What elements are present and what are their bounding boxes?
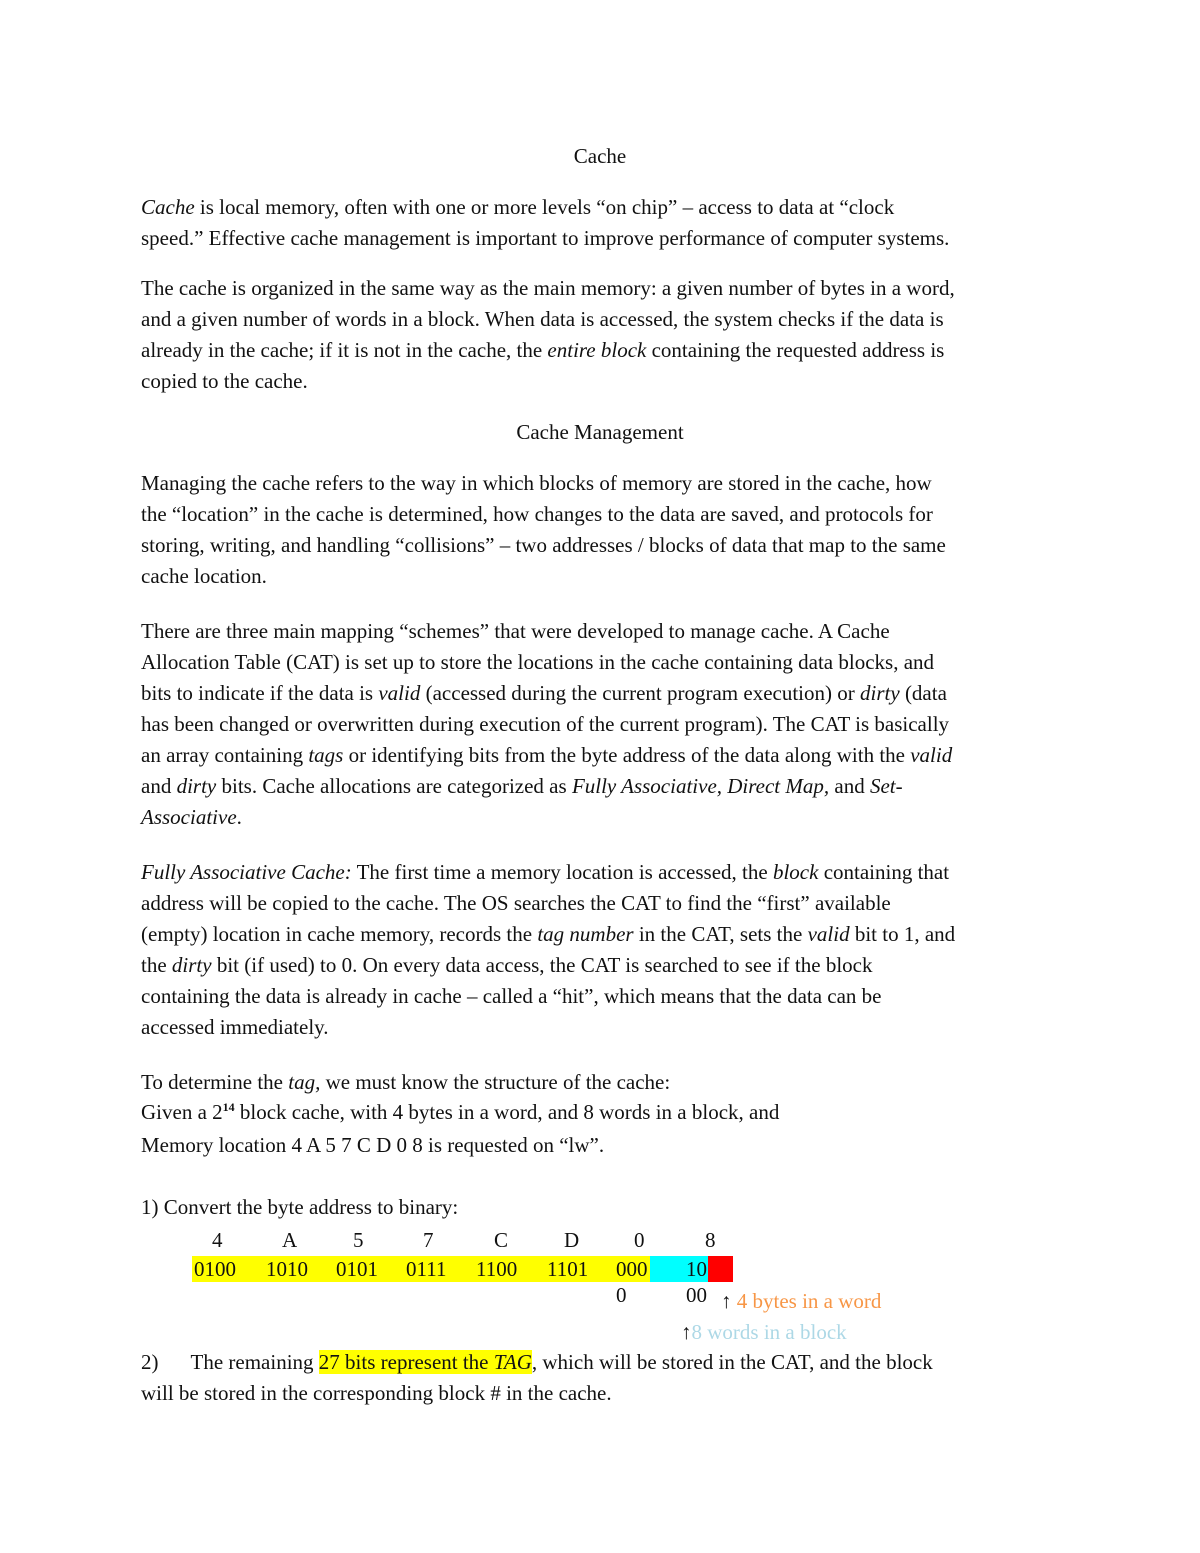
words-label: 8 words in a block (691, 1320, 847, 1344)
text: and (829, 774, 870, 798)
binary-nibble: 0111 (406, 1257, 447, 1281)
text: (accessed during the current program execution) or (420, 681, 861, 705)
step-2 (141, 1348, 933, 1376)
term-valid: valid (807, 922, 850, 946)
para3-line-2: the “location” in the cache is determined, how changes to the data are saved, and protocols for (141, 502, 933, 526)
para3-line-1: Managing the cache refers to the way in which blocks of memory are stored in the cache, how (141, 471, 932, 495)
step-number: 2) (141, 1350, 159, 1374)
bits: 00 (686, 1283, 707, 1307)
para5-line-4 (141, 951, 872, 979)
para5-line-3 (141, 920, 955, 948)
binary-nibble: 1100 (476, 1257, 518, 1281)
para4-line-1: There are three main mapping “schemes” that were developed to manage cache. A Cache (141, 619, 890, 643)
text: we must know the structure of the cache: (320, 1070, 671, 1094)
text: block cache, with 4 bytes in a word, and 8 words in a block, and (234, 1100, 780, 1124)
para4-line-6 (141, 772, 903, 800)
exponent: 14 (222, 1100, 235, 1114)
term-fully-associative-cache: Fully Associative Cache: (141, 860, 352, 884)
text: containing the requested address is (646, 338, 945, 362)
term-dirty: dirty (171, 953, 212, 977)
text: 27 bits represent the (318, 1350, 494, 1374)
para4-line-4: has been changed or overwritten during execution of the current program). The CAT is basically (141, 712, 950, 736)
text: an array containing (141, 743, 309, 767)
para3-line-4: cache location. (141, 564, 267, 588)
para5-line-6: accessed immediately. (141, 1015, 329, 1039)
tag-bits-highlight (319, 1350, 532, 1374)
step-1: 1) Convert the byte address to binary: (141, 1195, 459, 1219)
text: The first time a memory location is accessed, the (351, 860, 773, 884)
up-arrow-icon: ↑ (681, 1320, 692, 1344)
text: the (141, 953, 172, 977)
binary-nibble: 1101 (547, 1257, 589, 1281)
term-block: block (772, 860, 819, 884)
page-title: Cache (573, 144, 627, 168)
para4-line-7 (141, 803, 242, 831)
term-entire-block: entire block (547, 338, 647, 362)
text: containing that (818, 860, 950, 884)
para4-line-5 (141, 741, 952, 769)
hex-digit: C (494, 1228, 509, 1252)
binary-nibble: 1010 (266, 1257, 308, 1281)
term-mapping-types: Fully Associative, Direct Map, (571, 774, 830, 798)
words-in-block-annotation (681, 1318, 847, 1346)
text: bits. Cache allocations are categorized as (216, 774, 572, 798)
term-tag: TAG (493, 1350, 532, 1374)
bits: 0 (616, 1283, 627, 1307)
text: and (141, 774, 177, 798)
term-dirty: dirty (176, 774, 217, 798)
bytes-in-word-annotation (721, 1287, 881, 1315)
hex-digit: 4 (212, 1228, 223, 1252)
para6-line-3: Memory location 4 A 5 7 C D 0 8 is requested on “lw”. (141, 1133, 605, 1157)
up-arrow-icon: ↑ (721, 1289, 732, 1313)
text: in the CAT, sets the (633, 922, 808, 946)
text: bits to indicate if the data is (141, 681, 379, 705)
para2-line-1: The cache is organized in the same way as the main memory: a given number of bytes in a word, (141, 276, 955, 300)
para2-line-4: copied to the cache. (141, 369, 308, 393)
para6-line-1 (141, 1068, 670, 1096)
bits: 000 (616, 1257, 648, 1281)
para4-line-2: Allocation Table (CAT) is set up to store the locations in the cache containing data blocks, and (141, 650, 935, 674)
binary-nibble (616, 1256, 648, 1308)
text: (empty) location in cache memory, records the (141, 922, 538, 946)
term-cache: Cache (141, 195, 195, 219)
para5-line-5: containing the data is already in cache – called a “hit”, which means that the data can be (141, 984, 882, 1008)
binary-nibble: 0101 (336, 1257, 378, 1281)
text: To determine the (141, 1070, 289, 1094)
step-2-line-2: will be stored in the corresponding block # in the cache. (141, 1381, 612, 1405)
binary-nibble: 0100 (194, 1257, 236, 1281)
hex-digit: 7 (423, 1228, 434, 1252)
para3-line-3: storing, writing, and handling “collisions” – two addresses / blocks of data that map to the same (141, 533, 946, 557)
binary-nibble (686, 1256, 707, 1308)
term-tags: tags (308, 743, 344, 767)
text: bit to 1, and (849, 922, 956, 946)
term-set: Set- (869, 774, 903, 798)
term-associative: Associative (141, 805, 237, 829)
text: , which will be stored in the CAT, and the block (531, 1350, 933, 1374)
bits: 0 (696, 1257, 707, 1281)
text: The remaining (190, 1350, 319, 1374)
term-dirty: dirty (860, 681, 900, 705)
intro-line-2: speed.” Effective cache management is important to improve performance of computer systems. (141, 226, 950, 250)
bits: 1 (686, 1257, 697, 1281)
intro-line-1 (141, 193, 894, 221)
text: bit (if used) to 0. On every data access, the CAT is searched to see if the block (211, 953, 873, 977)
para5-line-2: address will be copied to the cache. The OS searches the CAT to find the “first” available (141, 891, 891, 915)
term-valid: valid (378, 681, 421, 705)
hex-digit: 8 (705, 1228, 716, 1252)
para5-line-1 (141, 858, 949, 886)
para6-line-2 (141, 1098, 779, 1126)
text: already in the cache; if it is not in the cache, the (141, 338, 548, 362)
bytes-label: 4 bytes in a word (731, 1289, 882, 1313)
term-valid: valid (910, 743, 953, 767)
para2-line-2: and a given number of words in a block. When data is accessed, the system checks if the data is (141, 307, 944, 331)
hex-digit: A (282, 1228, 298, 1252)
section-heading: Cache Management (516, 420, 684, 444)
hex-digit: 5 (353, 1228, 364, 1252)
hex-digit: 0 (634, 1228, 645, 1252)
para2-line-3 (141, 336, 944, 364)
hex-digit: D (564, 1228, 580, 1252)
text: Given a 2 (141, 1100, 223, 1124)
text: is local memory, often with one or more levels “on chip” – access to data at “clock (194, 195, 895, 219)
text: (data (899, 681, 947, 705)
para4-line-3 (141, 679, 947, 707)
byte-offset-highlight (708, 1256, 733, 1282)
term-tag: tag, (288, 1070, 321, 1094)
text: or identifying bits from the byte address of the data along with the (343, 743, 911, 767)
text: . (236, 805, 242, 829)
term-tag-number: tag number (537, 922, 634, 946)
